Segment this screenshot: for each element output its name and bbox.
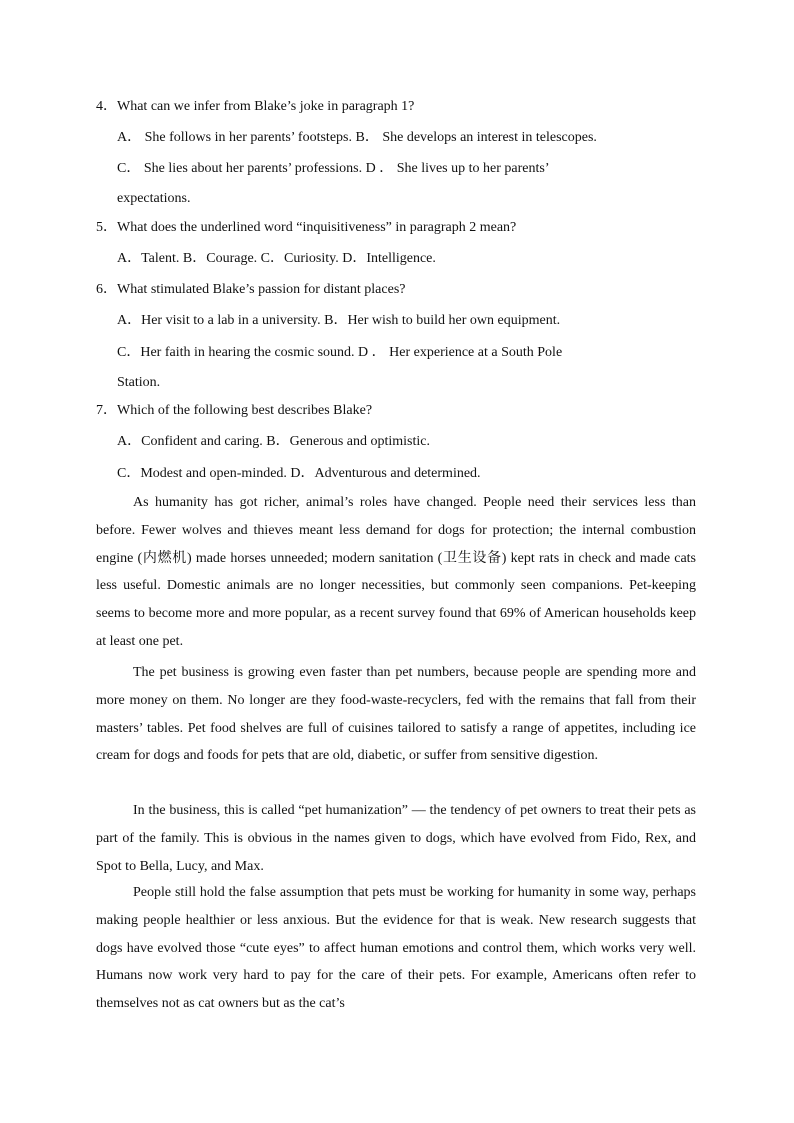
question-4-options-ab: A． She follows in her parents’ footsteps. B． She develops an interest in telescopes. xyxy=(117,130,597,145)
question-6-options-ab: A．Her visit to a lab in a university. B．Her wish to build her own equipment. xyxy=(117,313,561,328)
question-4-options-cont: expectations. xyxy=(117,191,191,206)
question-7-stem: 7．Which of the following best describes Blake? xyxy=(96,403,373,418)
passage-paragraph-4: People still hold the false assumption that pets must be working for humanity in some way, perhaps making people healthier or less anxious. But the evidence for that is weak. New research suggests that dogs have evolved those “cute eyes” to affect human emotions and control them, which works very well. Humans now work very hard to pay for the care of their pets. For example, Americans often refer to themselves not as cat owners but as the cat’s xyxy=(96,885,696,1012)
question-7-options-ab: A．Confident and caring. B．Generous and optimistic. xyxy=(117,434,430,449)
passage-paragraph-2: The pet business is growing even faster than pet numbers, because people are spending more and more money on them. No longer are they food-waste-recyclers, fed with the remains that fall from their masters’ tables. Pet food shelves are full of cuisines tailored to satisfy a range of appetites, including ice cream for dogs and foods for pets that are old, diabetic, or suffer from sensitive digestion. xyxy=(96,665,696,764)
passage-paragraph-1: As humanity has got richer, animal’s roles have changed. People need their services less than before. Fewer wolves and thieves meant less demand for dogs for protection; the internal combustion engine (内燃机) made horses unneeded; modern sanitation (卫生设备) kept rats in check and made cats less useful. Domestic animals are no longer necessities, but commonly seen companions. Pet-keeping seems to become more and more popular, as a recent survey found that 69% of American households keep at least one pet. xyxy=(96,495,696,649)
question-5-stem: 5．What does the underlined word “inquisitiveness” in paragraph 2 mean? xyxy=(96,220,517,235)
question-7-options-cd: C．Modest and open-minded. D．Adventurous and determined. xyxy=(117,466,481,481)
question-6-stem: 6．What stimulated Blake’s passion for distant places? xyxy=(96,282,406,297)
passage-paragraph-3: In the business, this is called “pet humanization” — the tendency of pet owners to treat their pets as part of the family. This is obvious in the names given to dogs, which have evolved from Fido, Rex, and Spot to Bella, Lucy, and Max. xyxy=(96,803,696,874)
question-5-options: A．Talent. B．Courage. C．Curiosity. D．Intelligence. xyxy=(117,251,436,266)
question-4-stem: 4．What can we infer from Blake’s joke in paragraph 1? xyxy=(96,99,415,114)
question-4-options-cd: C． She lies about her parents’ professions. D ． She lives up to her parents’ xyxy=(117,161,550,176)
question-6-options-cd: C．Her faith in hearing the cosmic sound. D ． Her experience at a South Pole xyxy=(117,345,563,360)
question-6-options-cont: Station. xyxy=(117,375,161,390)
